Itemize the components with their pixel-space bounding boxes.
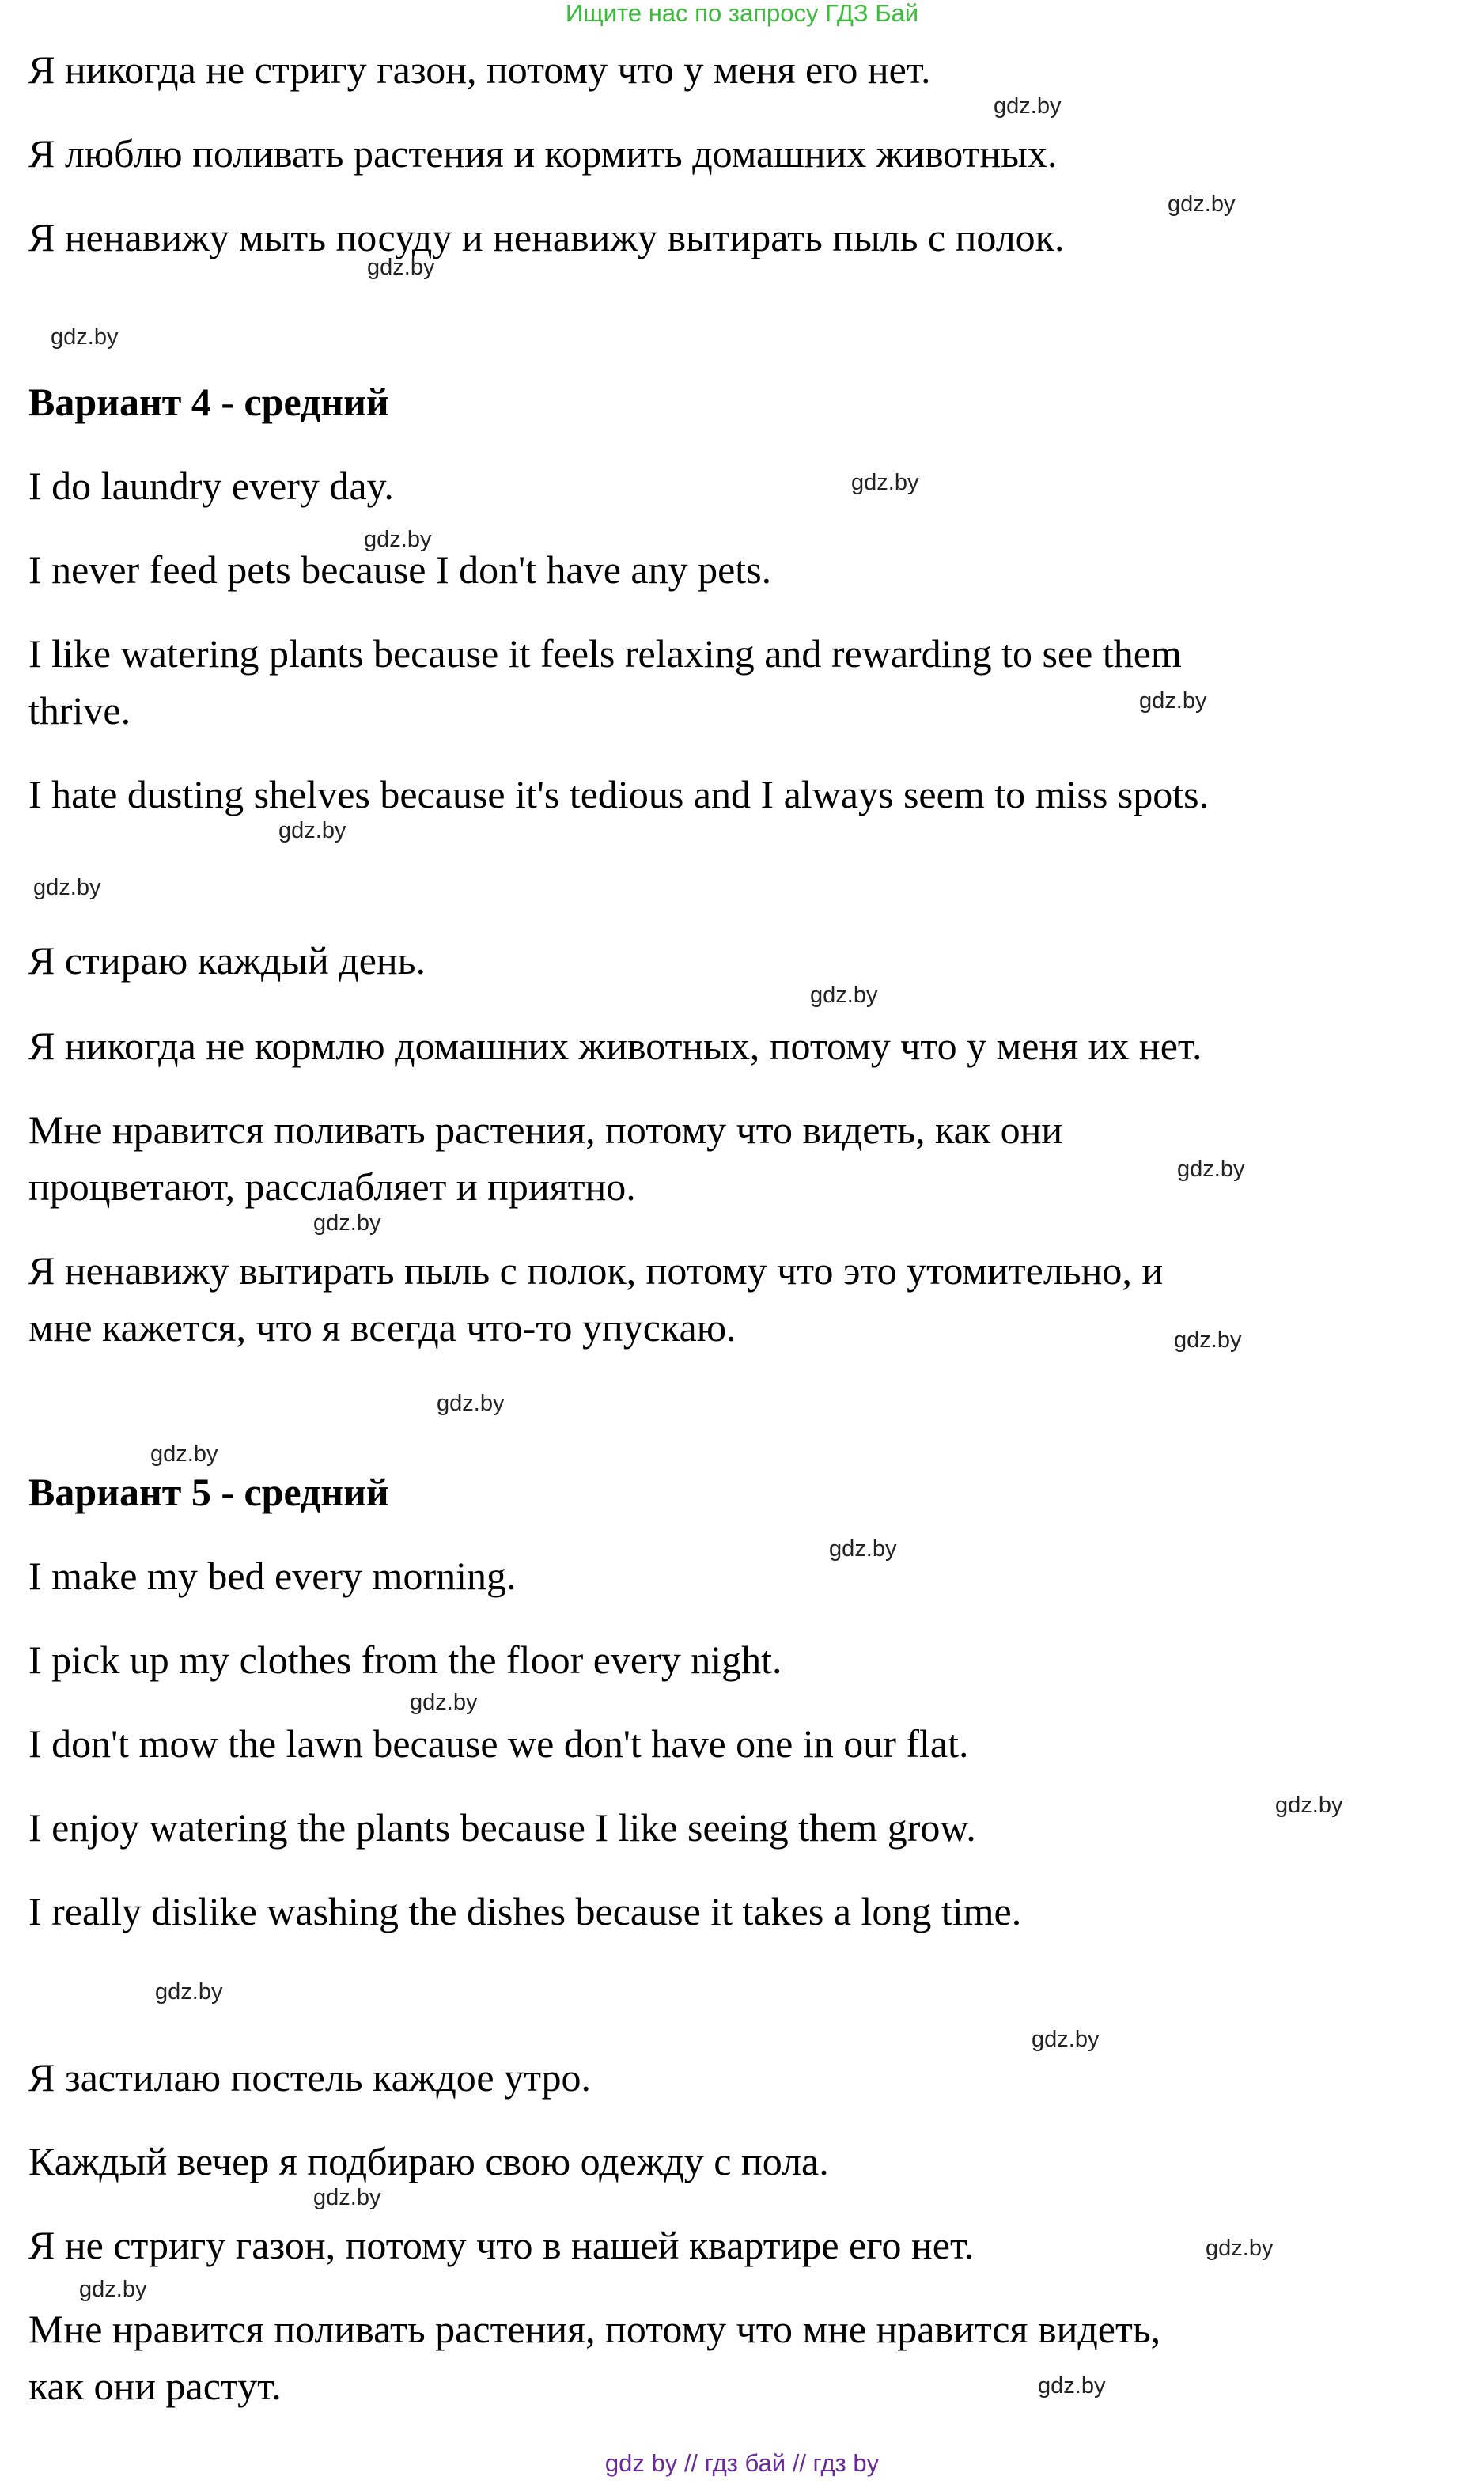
- watermark: gdz.by: [1206, 2236, 1274, 2261]
- text-line: I like watering plants because it feels relaxing and rewarding to see them: [28, 631, 1182, 676]
- text-line: I enjoy watering the plants because I like seeing them grow.: [28, 1805, 976, 1850]
- text-line: Мне нравится поливать растения, потому что мне нравится видеть,: [28, 2307, 1161, 2351]
- text-line: I do laundry every day.: [28, 464, 394, 508]
- watermark: gdz.by: [1038, 2373, 1106, 2399]
- watermark: gdz.by: [79, 2277, 147, 2302]
- text-line: мне кажется, что я всегда что-то упускаю.: [28, 1305, 736, 1350]
- watermark: gdz.by: [1139, 688, 1207, 714]
- text-line: Я никогда не кормлю домашних животных, потому что у меня их нет.: [28, 1024, 1202, 1068]
- watermark: gdz.by: [33, 875, 101, 900]
- text-line: как они растут.: [28, 2364, 282, 2408]
- watermark: gdz.by: [150, 1441, 218, 1467]
- text-line: I make my bed every morning.: [28, 1554, 517, 1598]
- watermark: gdz.by: [829, 1536, 897, 1562]
- text-line: I don't mow the lawn because we don't have one in our flat.: [28, 1721, 969, 1766]
- watermark: gdz.by: [313, 1210, 381, 1236]
- text-line: Каждый вечер я подбираю свою одежду с пола.: [28, 2139, 829, 2183]
- watermark: gdz.by: [1168, 191, 1236, 217]
- text-line: I hate dusting shelves because it's tedious and I always seem to miss spots.: [28, 772, 1210, 816]
- watermark: gdz.by: [51, 324, 119, 350]
- text-line: thrive.: [28, 688, 131, 733]
- watermark: gdz.by: [278, 818, 346, 843]
- watermark: gdz.by: [1177, 1157, 1245, 1182]
- watermark: gdz.by: [437, 1391, 505, 1416]
- watermark: gdz.by: [410, 1690, 478, 1715]
- text-line: Я застилаю постель каждое утро.: [28, 2055, 592, 2100]
- text-line: I really dislike washing the dishes because it takes a long time.: [28, 1889, 1022, 1933]
- text-line: процветают, расслабляет и приятно.: [28, 1164, 636, 1209]
- text-line: Мне нравится поливать растения, потому что видеть, как они: [28, 1108, 1063, 1152]
- text-line: Я стираю каждый день.: [28, 938, 426, 983]
- top-banner[interactable]: Ищите нас по запросу ГДЗ Бай: [565, 0, 919, 27]
- watermark: gdz.by: [1174, 1327, 1242, 1353]
- text-line: I pick up my clothes from the floor every night.: [28, 1638, 782, 1682]
- watermark: gdz.by: [155, 1979, 223, 2005]
- text-line: Я ненавижу вытирать пыль с полок, потому что это утомительно, и: [28, 1248, 1164, 1293]
- watermark: gdz.by: [313, 2185, 381, 2210]
- text-line: Я никогда не стригу газон, потому что у меня его нет.: [28, 47, 931, 92]
- watermark: gdz.by: [851, 470, 919, 495]
- text-line: I never feed pets because I don't have any pets.: [28, 547, 772, 592]
- watermark: gdz.by: [810, 983, 878, 1008]
- text-line: Я люблю поливать растения и кормить домашних животных.: [28, 131, 1058, 176]
- section-heading: Вариант 4 - средний: [28, 380, 389, 424]
- watermark: gdz.by: [1275, 1793, 1343, 1818]
- text-line: Я не стригу газон, потому что в нашей квартире его нет.: [28, 2223, 975, 2267]
- bottom-footer-links[interactable]: gdz by // гдз бай // гдз by: [604, 2449, 880, 2477]
- watermark: gdz.by: [1032, 2027, 1100, 2052]
- section-heading: Вариант 5 - средний: [28, 1470, 389, 1514]
- watermark: gdz.by: [364, 527, 432, 552]
- watermark: gdz.by: [994, 93, 1062, 119]
- text-line: Я ненавижу мыть посуду и ненавижу вытирать пыль с полок.: [28, 215, 1065, 259]
- watermark: gdz.by: [367, 255, 435, 280]
